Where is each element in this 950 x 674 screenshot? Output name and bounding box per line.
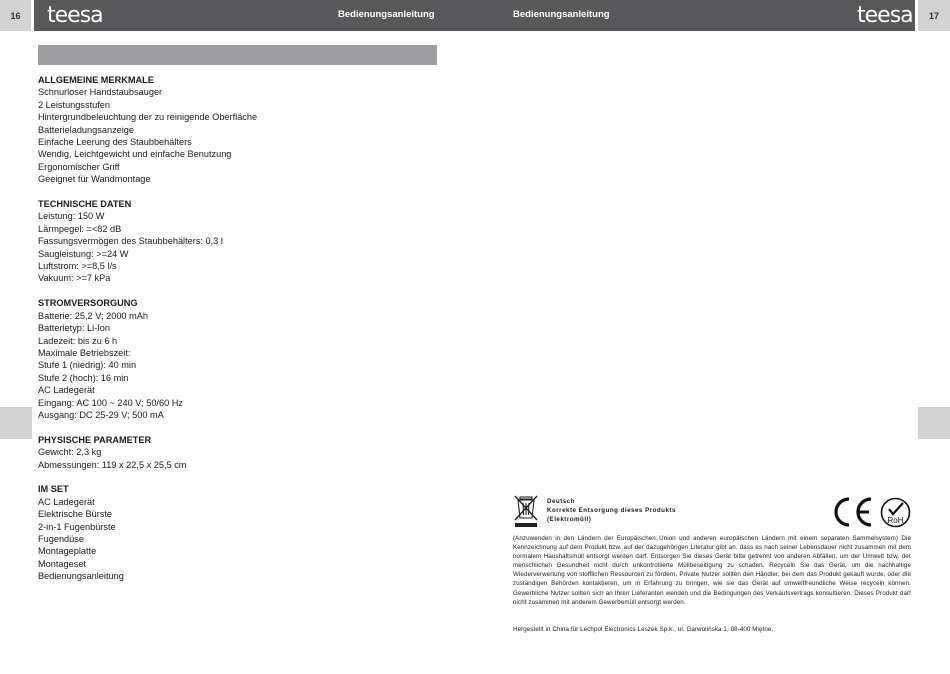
list-item: Luftstrom: >=8,5 l/s <box>38 261 117 272</box>
side-tab-left <box>0 407 32 439</box>
list-item: Leistung: 150 W <box>38 211 105 222</box>
disposal-heading <box>547 497 676 524</box>
list-item: Bedienungsanleitung <box>38 571 124 582</box>
header-title-right: Bedienungsanleitung <box>513 9 610 20</box>
list-item: Lärmpegel: =<82 dB <box>38 223 122 234</box>
manufacturer-info: Hergestellt in China für Lechpol Electronics Leszek Sp.k., ul. Garwolińska 1, 08-400 Miętne. <box>513 626 774 633</box>
disposal-subheading: (Elektromüll) <box>547 516 592 523</box>
disposal-language: Deutsch <box>547 498 575 505</box>
list-item: Fugendüse <box>38 533 84 544</box>
section-power-supply <box>38 297 438 421</box>
section-general-features <box>38 74 438 186</box>
list-item: Elektrische Bürste <box>38 509 113 520</box>
brand-logo-right: teesa <box>857 3 913 28</box>
list-item: Montageplatte <box>38 546 97 557</box>
rohs-label: RoH <box>887 516 904 525</box>
section-title: IM SET <box>38 484 69 495</box>
list-item: Ladezeit: bis zu 6 h <box>38 335 118 346</box>
page-number-right: 17 <box>918 0 950 31</box>
section-physical-parameters <box>38 434 438 471</box>
list-item: Schnurloser Handstaubsauger <box>38 87 163 98</box>
list-item: 2-in-1 Fugenbürste <box>38 521 116 532</box>
disposal-heading-text: Korrekte Entsorgung dieses Produkts <box>547 507 676 514</box>
section-in-box <box>38 483 438 582</box>
list-item: Einfache Leerung des Staubbehälters <box>38 137 192 148</box>
list-item: Fassungsvermögen des Staubbehälters: 0,3 l <box>38 236 223 247</box>
spec-content <box>38 74 438 595</box>
list-item: Batterietyp: Li-Ion <box>38 323 111 334</box>
list-item: Batterie: 25,2 V; 2000 mAh <box>38 310 148 321</box>
rohs-mark-icon <box>880 497 911 528</box>
list-item: Maximale Betriebszeit: <box>38 347 131 358</box>
list-item: AC Ladegerät <box>38 496 95 507</box>
list-item: Geeignet für Wandmontage <box>38 174 151 185</box>
ce-mark-label: CE <box>831 496 833 497</box>
list-item: Saugleistung: >=24 W <box>38 248 129 259</box>
section-title: ALLGEMEINE MERKMALE <box>38 75 154 85</box>
list-item: Wendig, Leichtgewicht und einfache Benutzung <box>38 149 232 160</box>
header-bar <box>0 0 950 31</box>
list-item: AC Ladegerät <box>38 385 95 396</box>
list-item: Batterieladungsanzeige <box>38 124 135 135</box>
ce-mark-icon <box>831 496 875 528</box>
section-title: TECHNISCHE DATEN <box>38 199 132 210</box>
list-item: Ausgang: DC 25-29 V; 500 mA <box>38 409 164 420</box>
section-technical-data <box>38 198 438 285</box>
crossed-bin-icon <box>513 494 539 528</box>
list-item: Abmessungen: 119 x 22,5 x 25,5 cm <box>38 459 187 470</box>
list-item: Ergonomischer Griff <box>38 161 120 172</box>
list-item: Gewicht: 2,3 kg <box>38 447 102 458</box>
side-tab-right <box>918 407 950 439</box>
page-number-left: 16 <box>0 0 31 31</box>
brand-logo-left: teesa <box>47 3 103 28</box>
language-bar <box>38 45 437 65</box>
header-separator <box>31 0 34 31</box>
list-item: Stufe 1 (niedrig): 40 min <box>38 360 137 371</box>
section-title: PHYSISCHE PARAMETER <box>38 434 152 445</box>
list-item: 2 Leistungsstufen <box>38 99 111 110</box>
list-item: Vakuum: >=7 kPa <box>38 273 111 284</box>
list-item: Eingang: AC 100 ~ 240 V; 50/60 Hz <box>38 397 183 408</box>
list-item: Stufe 2 (hoch): 16 min <box>38 372 129 383</box>
header-title-left: Bedienungsanleitung <box>338 9 435 20</box>
section-title: STROMVERSORGUNG <box>38 298 138 309</box>
list-item: Hintergrundbeleuchtung der zu reinigende Oberfläche <box>38 112 258 123</box>
list-item: Montageset <box>38 558 87 569</box>
disposal-text: (Anzuwenden in den Ländern der Europäischen Union und anderen europäischen Ländern mit einem separaten Sammelsystem) Die Kennzeichnung auf dem Produkt bzw. auf der dazugehörigen Literatur gibt an, dass es nach seiner Lebensdauer nicht zusammen mit dem normalem Haushaltsmüll entsorgt werden darf. Entsorgen Sie dieses Gerät bitte getrennt von anderen Abfällen, um der Umwelt bzw. der menschlichen Gesundheit nicht durch unkontrollierte Müllbeseitigung zu schaden. Recyceln Sie das Gerät, um die nachhaltige Wiederverwertung von stofflichen Ressourcen zu fördern. Private Nutzer sollten den Händler, bei dem das Produkt gekauft wurde, oder die zuständigen Behörden kontaktieren, um in Erfahrung zu bringen, wie sie das Gerät auf umweltfreundliche Weise recyceln können. Gewerbliche Nutzer sollten sich an Ihren Lieferanten wenden und die Bedingungen des Verkaufsvertrags konsultieren. Dieses Produkt darf nicht zusammen mit anderem Gewerbemüll entsorgt werden. <box>513 535 911 606</box>
